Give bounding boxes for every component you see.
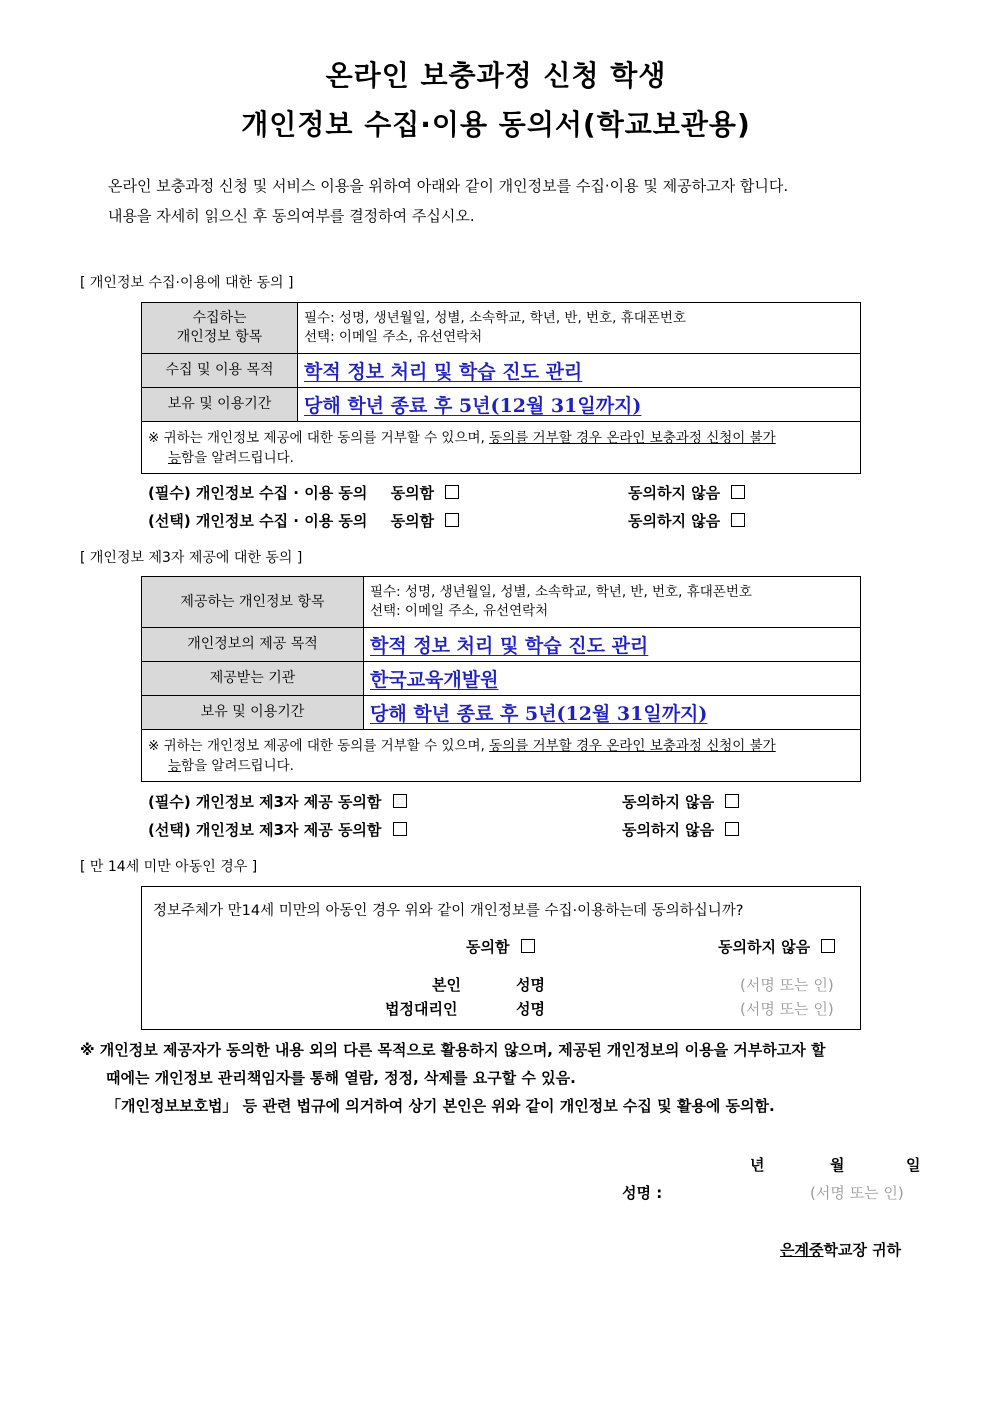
minor-self-sign-hint: (서명 또는 인) [740, 976, 834, 994]
intro-line1: 온라인 보충과정 신청 및 서비스 이용을 위하여 아래와 같이 개인정보를 수집·이용 및 제공하고자 합니다. [108, 177, 789, 195]
third-party-required-disagree-checkbox[interactable] [725, 794, 739, 808]
minor-heading: [ 만 14세 미만 아동인 경우 ] [80, 859, 258, 875]
minor-disagree: 동의하지 않음 [718, 936, 835, 957]
third-party-note: ※ 귀하는 개인정보 제공에 대한 동의를 거부할 수 있으며, 동의를 거부할 경우 온라인 보충과정 신청이 불가 능함을 알려드립니다. [142, 730, 861, 782]
third-party-optional-row: (선택) 개인정보 제3자 제공 동의함 [148, 819, 407, 840]
addressee-school: 은계중 [780, 1241, 824, 1259]
minor-guardian-label: 법정대리인 [385, 1000, 458, 1018]
minor-agree-checkbox[interactable] [521, 939, 535, 953]
third-party-period-label: 보유 및 이용기간 [142, 696, 364, 730]
collection-table [141, 302, 861, 474]
minor-guardian-sign-hint: (서명 또는 인) [740, 1000, 834, 1018]
addressee-suffix: 학교장 귀하 [823, 1241, 902, 1259]
addressee [780, 1239, 901, 1260]
collection-heading: [ 개인정보 수집·이용에 대한 동의 ] [80, 275, 294, 291]
third-party-optional-disagree-checkbox[interactable] [725, 822, 739, 836]
third-party-items-label: 제공하는 개인정보 항목 [142, 577, 364, 628]
collection-purpose-value: 학적 정보 처리 및 학습 진도 관리 [298, 354, 861, 388]
minor-guardian-name-label: 성명 [516, 1000, 545, 1018]
collection-optional-disagree: 동의하지 않음 [628, 510, 745, 531]
third-party-purpose-value: 학적 정보 처리 및 학습 진도 관리 [364, 628, 861, 662]
collection-required-agree-checkbox[interactable] [445, 485, 459, 499]
third-party-recipient-value: 한국교육개발원 [364, 662, 861, 696]
third-party-period-value: 당해 학년 종료 후 5년(12월 31일까지) [364, 696, 861, 730]
collection-optional-agree-checkbox[interactable] [445, 513, 459, 527]
date-day-label: 일 [906, 1156, 921, 1174]
signature-sign-hint: (서명 또는 인) [810, 1184, 904, 1202]
intro-line2: 내용을 자세히 읽으신 후 동의여부를 결정하여 주십시오. [108, 207, 475, 225]
date-month-label: 월 [830, 1156, 845, 1174]
collection-note: ※ 귀하는 개인정보 제공에 대한 동의를 거부할 수 있으며, 동의를 거부할 경우 온라인 보충과정 신청이 불가 능함을 알려드립니다. [142, 422, 861, 474]
notice-line2: 때에는 개인정보 관리책임자를 통해 열람, 정정, 삭제를 요구할 수 있음. [106, 1069, 576, 1087]
notice-line1: ※ 개인정보 제공자가 동의한 내용 외의 다른 목적으로 활용하지 않으며, 제공된 개인정보의 이용을 거부하고자 할 [80, 1041, 826, 1059]
collection-purpose-label: 수집 및 이용 목적 [142, 354, 298, 388]
signature-name-label: 성명 : [622, 1184, 663, 1202]
minor-self-label: 본인 [432, 976, 461, 994]
collection-required-label: (필수) 개인정보 수집 · 이용 동의 [148, 484, 368, 502]
collection-required-disagree-checkbox[interactable] [731, 485, 745, 499]
collection-period-label: 보유 및 이용기간 [142, 388, 298, 422]
document-title-line1: 온라인 보충과정 신청 학생 [325, 59, 667, 92]
notice-line3: 「개인정보보호법」 등 관련 법규에 의거하여 상기 본인은 위와 같이 개인정보 수집 및 활용에 동의함. [106, 1097, 775, 1115]
third-party-recipient-label: 제공받는 기관 [142, 662, 364, 696]
third-party-optional-agree-checkbox[interactable] [393, 822, 407, 836]
document-title-line2: 개인정보 수집·이용 동의서(학교보관용) [241, 108, 751, 141]
collection-period-value: 당해 학년 종료 후 5년(12월 31일까지) [298, 388, 861, 422]
collection-required-row: (필수) 개인정보 수집 · 이용 동의 동의함 [148, 482, 459, 503]
collection-optional-row: (선택) 개인정보 수집 · 이용 동의 동의함 [148, 510, 459, 531]
third-party-required-row: (필수) 개인정보 제3자 제공 동의함 [148, 791, 407, 812]
minor-disagree-checkbox[interactable] [821, 939, 835, 953]
third-party-purpose-label: 개인정보의 제공 목적 [142, 628, 364, 662]
collection-optional-label: (선택) 개인정보 수집 · 이용 동의 [148, 512, 368, 530]
third-party-table [141, 576, 861, 782]
date-year-label: 년 [750, 1156, 765, 1174]
minor-self-name-label: 성명 [516, 976, 545, 994]
third-party-optional-disagree: 동의하지 않음 [622, 819, 739, 840]
minor-agree: 동의함 [466, 936, 535, 957]
collection-required-disagree: 동의하지 않음 [628, 482, 745, 503]
collection-items-value: 필수: 성명, 생년월일, 성별, 소속학교, 학년, 반, 번호, 휴대폰번호 선택: 이메일 주소, 유선연락처 [298, 303, 861, 354]
third-party-required-agree-checkbox[interactable] [393, 794, 407, 808]
collection-optional-disagree-checkbox[interactable] [731, 513, 745, 527]
minor-question: 정보주체가 만14세 미만의 아동인 경우 위와 같이 개인정보를 수집·이용하는데 동의하십니까? [153, 903, 744, 919]
third-party-required-disagree: 동의하지 않음 [622, 791, 739, 812]
third-party-heading: [ 개인정보 제3자 제공에 대한 동의 ] [80, 550, 303, 566]
third-party-items-value: 필수: 성명, 생년월일, 성별, 소속학교, 학년, 반, 번호, 휴대폰번호 선택: 이메일 주소, 유선연락처 [364, 577, 861, 628]
collection-items-label: 수집하는 개인정보 항목 [142, 303, 298, 354]
